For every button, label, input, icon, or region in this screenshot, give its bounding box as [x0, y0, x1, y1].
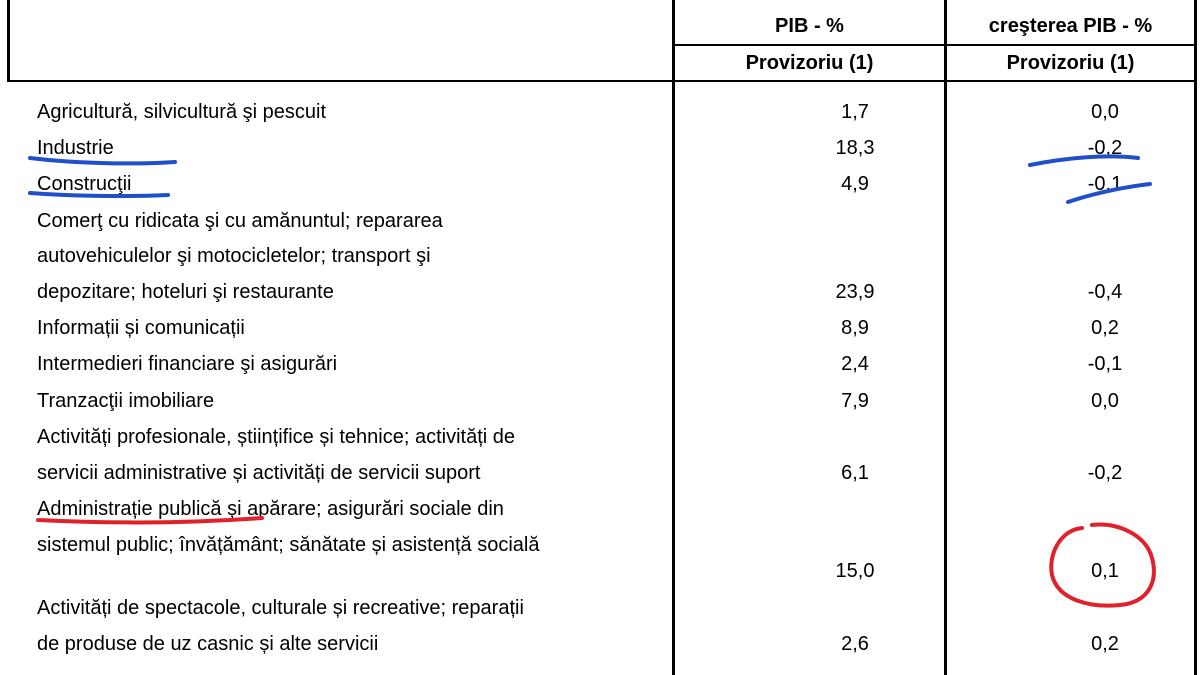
row-label-line: autovehiculelor şi motocicletelor; transport şi — [37, 245, 431, 267]
row-label-line: Activități de spectacole, culturale și recreative; reparații — [37, 597, 524, 619]
row-label-line: Agricultură, silvicultură şi pescuit — [37, 101, 326, 123]
growth-value: -0,2 — [1087, 462, 1123, 484]
growth-value: 0,0 — [1091, 101, 1119, 123]
share-value: 7,9 — [841, 390, 869, 412]
share-value: 18,3 — [835, 137, 875, 159]
col1-header-top: PIB - % — [775, 15, 844, 37]
share-value: 2,4 — [841, 353, 869, 375]
growth-value: -0,4 — [1087, 281, 1123, 303]
col2-header-sub: Provizoriu (1) — [1006, 52, 1135, 74]
row-label-line: servicii administrative și activități de servicii suport — [37, 462, 481, 484]
growth-value: 0,0 — [1091, 390, 1119, 412]
col1-header-sub: Provizoriu (1) — [745, 52, 874, 74]
share-value: 2,6 — [841, 633, 869, 655]
row-label-line: de produse de uz casnic și alte servicii — [37, 633, 379, 655]
row-label-line: sistemul public; învățământ; sănătate și asistență socială — [37, 534, 540, 556]
share-value: 23,9 — [835, 281, 875, 303]
row-label-line: Construcţii — [37, 173, 132, 195]
share-value: 8,9 — [841, 317, 869, 339]
underline-industrie — [30, 158, 175, 163]
row-label-line: Administrație publică și apărare; asigurări sociale din — [37, 498, 504, 520]
share-value: 15,0 — [835, 560, 875, 582]
circle-growth-administratie — [1051, 525, 1154, 606]
row-label-line: Intermedieri financiare şi asigurări — [37, 353, 338, 375]
share-value: 4,9 — [841, 173, 869, 195]
underline-administratie-publica — [38, 518, 262, 522]
share-value: 6,1 — [841, 462, 869, 484]
row-label-line: Tranzacţii imobiliare — [37, 390, 215, 412]
growth-value: 0,2 — [1091, 317, 1119, 339]
growth-value: 0,2 — [1091, 633, 1119, 655]
growth-value: -0,1 — [1087, 353, 1123, 375]
share-value: 1,7 — [841, 101, 869, 123]
underline-growth-constructii — [1068, 184, 1150, 202]
row-label-line: Comerţ cu ridicata şi cu amănuntul; repararea — [37, 210, 443, 232]
row-label-line: Informații și comunicații — [37, 317, 245, 339]
col2-header-top: creşterea PIB - % — [988, 15, 1153, 37]
row-label-line: Activități profesionale, științifice și tehnice; activități de — [37, 426, 515, 448]
row-label-line: depozitare; hoteluri şi restaurante — [37, 281, 334, 303]
underline-growth-industrie — [1030, 156, 1138, 165]
growth-value: -0,1 — [1087, 173, 1123, 195]
underline-constructii — [30, 193, 168, 196]
row-label-line: Industrie — [37, 137, 114, 159]
growth-value: 0,1 — [1091, 560, 1119, 582]
growth-value: -0,2 — [1087, 137, 1123, 159]
